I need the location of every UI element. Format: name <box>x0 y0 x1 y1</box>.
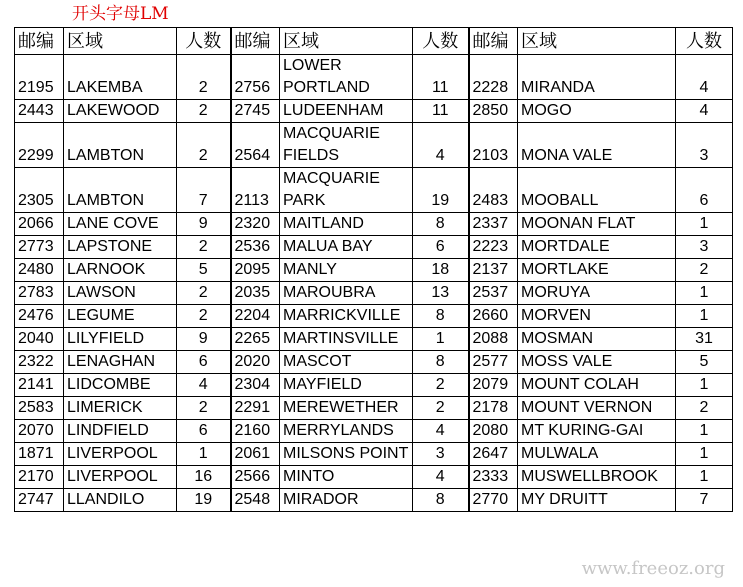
cell-code: 2305 <box>15 168 64 213</box>
cell-area: MEREWETHER <box>280 397 413 420</box>
header-count: 人数 <box>177 28 231 55</box>
cell-area: MILSONS POINT <box>280 443 413 466</box>
cell-count: 4 <box>413 420 469 443</box>
cell-count: 1 <box>676 305 733 328</box>
cell-code: 2850 <box>469 100 518 123</box>
cell-area: MT KURING-GAI <box>518 420 676 443</box>
header-code: 邮编 <box>231 28 280 55</box>
cell-area: MIRANDA <box>518 55 676 100</box>
cell-area: MARTINSVILLE <box>280 328 413 351</box>
cell-code: 2103 <box>469 123 518 168</box>
cell-code: 2113 <box>231 168 280 213</box>
cell-code: 2443 <box>15 100 64 123</box>
cell-count: 3 <box>676 123 733 168</box>
cell-count: 8 <box>413 305 469 328</box>
cell-area: MORVEN <box>518 305 676 328</box>
cell-area: MOUNT VERNON <box>518 397 676 420</box>
cell-area: LAKEMBA <box>64 55 177 100</box>
cell-count: 16 <box>177 466 231 489</box>
cell-count: 1 <box>177 443 231 466</box>
cell-count: 1 <box>413 328 469 351</box>
cell-count: 11 <box>413 55 469 100</box>
cell-area: MAYFIELD <box>280 374 413 397</box>
cell-code: 2204 <box>231 305 280 328</box>
cell-code: 2647 <box>469 443 518 466</box>
cell-count: 2 <box>177 236 231 259</box>
cell-code: 2095 <box>231 259 280 282</box>
cell-count: 6 <box>413 236 469 259</box>
cell-code: 2299 <box>15 123 64 168</box>
header-row <box>15 28 733 55</box>
cell-count: 2 <box>177 123 231 168</box>
cell-code: 2770 <box>469 489 518 512</box>
cell-code: 2773 <box>15 236 64 259</box>
table-row <box>15 397 733 420</box>
cell-area: LILYFIELD <box>64 328 177 351</box>
cell-area: MORTDALE <box>518 236 676 259</box>
cell-area: LAWSON <box>64 282 177 305</box>
cell-code: 2291 <box>231 397 280 420</box>
cell-code: 2061 <box>231 443 280 466</box>
cell-code: 1871 <box>15 443 64 466</box>
cell-code: 2195 <box>15 55 64 100</box>
header-code: 邮编 <box>469 28 518 55</box>
cell-count: 4 <box>676 55 733 100</box>
table-row <box>15 236 733 259</box>
header-area: 区域 <box>518 28 676 55</box>
table-row <box>15 466 733 489</box>
header-code: 邮编 <box>15 28 64 55</box>
cell-area: LOWER PORTLAND <box>280 55 413 100</box>
cell-count: 1 <box>676 282 733 305</box>
cell-count: 2 <box>177 397 231 420</box>
cell-area: MACQUARIE FIELDS <box>280 123 413 168</box>
cell-area: LUDEENHAM <box>280 100 413 123</box>
cell-area: MINTO <box>280 466 413 489</box>
cell-count: 1 <box>676 443 733 466</box>
cell-count: 1 <box>676 213 733 236</box>
cell-code: 2320 <box>231 213 280 236</box>
cell-area: LIVERPOOL <box>64 443 177 466</box>
cell-code: 2322 <box>15 351 64 374</box>
cell-code: 2178 <box>469 397 518 420</box>
cell-area: MOGO <box>518 100 676 123</box>
cell-code: 2337 <box>469 213 518 236</box>
cell-count: 2 <box>413 397 469 420</box>
cell-area: MANLY <box>280 259 413 282</box>
cell-area: LLANDILO <box>64 489 177 512</box>
cell-count: 1 <box>676 420 733 443</box>
cell-area: MALUA BAY <box>280 236 413 259</box>
cell-count: 2 <box>177 305 231 328</box>
cell-count: 8 <box>413 489 469 512</box>
cell-count: 2 <box>413 374 469 397</box>
cell-code: 2537 <box>469 282 518 305</box>
cell-count: 19 <box>413 168 469 213</box>
cell-code: 2035 <box>231 282 280 305</box>
cell-code: 2020 <box>231 351 280 374</box>
cell-count: 2 <box>177 55 231 100</box>
cell-code: 2583 <box>15 397 64 420</box>
cell-code: 2170 <box>15 466 64 489</box>
cell-count: 4 <box>413 466 469 489</box>
header-count: 人数 <box>676 28 733 55</box>
cell-code: 2566 <box>231 466 280 489</box>
cell-count: 3 <box>413 443 469 466</box>
cell-count: 5 <box>177 259 231 282</box>
table-row <box>15 282 733 305</box>
cell-code: 2265 <box>231 328 280 351</box>
cell-count: 6 <box>177 420 231 443</box>
cell-code: 2747 <box>15 489 64 512</box>
cell-area: MAITLAND <box>280 213 413 236</box>
cell-code: 2536 <box>231 236 280 259</box>
cell-count: 2 <box>676 397 733 420</box>
cell-code: 2783 <box>15 282 64 305</box>
cell-code: 2480 <box>15 259 64 282</box>
cell-count: 18 <box>413 259 469 282</box>
cell-area: LAPSTONE <box>64 236 177 259</box>
table-row <box>15 351 733 374</box>
cell-code: 2080 <box>469 420 518 443</box>
cell-area: MY DRUITT <box>518 489 676 512</box>
table-heading: 开头字母LM <box>72 4 169 24</box>
cell-area: MERRYLANDS <box>280 420 413 443</box>
cell-count: 11 <box>413 100 469 123</box>
cell-code: 2160 <box>231 420 280 443</box>
cell-code: 2137 <box>469 259 518 282</box>
cell-area: MUSWELLBROOK <box>518 466 676 489</box>
cell-code: 2476 <box>15 305 64 328</box>
cell-code: 2577 <box>469 351 518 374</box>
cell-count: 9 <box>177 213 231 236</box>
header-area: 区域 <box>280 28 413 55</box>
cell-code: 2223 <box>469 236 518 259</box>
cell-count: 7 <box>177 168 231 213</box>
cell-count: 6 <box>676 168 733 213</box>
cell-count: 19 <box>177 489 231 512</box>
cell-count: 13 <box>413 282 469 305</box>
cell-area: LINDFIELD <box>64 420 177 443</box>
cell-area: MOSS VALE <box>518 351 676 374</box>
cell-area: LANE COVE <box>64 213 177 236</box>
table-row <box>15 213 733 236</box>
cell-count: 7 <box>676 489 733 512</box>
cell-count: 2 <box>177 100 231 123</box>
cell-area: MIRADOR <box>280 489 413 512</box>
cell-area: MOSMAN <box>518 328 676 351</box>
cell-area: MONA VALE <box>518 123 676 168</box>
table-row <box>15 489 733 512</box>
cell-code: 2040 <box>15 328 64 351</box>
cell-code: 2564 <box>231 123 280 168</box>
header-area: 区域 <box>64 28 177 55</box>
cell-count: 4 <box>177 374 231 397</box>
cell-count: 1 <box>676 374 733 397</box>
cell-area: LIDCOMBE <box>64 374 177 397</box>
cell-code: 2228 <box>469 55 518 100</box>
cell-code: 2660 <box>469 305 518 328</box>
cell-area: MULWALA <box>518 443 676 466</box>
table-row <box>15 168 733 213</box>
table-row <box>15 259 733 282</box>
table-row <box>15 420 733 443</box>
cell-area: MORUYA <box>518 282 676 305</box>
cell-code: 2088 <box>469 328 518 351</box>
table-row <box>15 100 733 123</box>
cell-area: MARRICKVILLE <box>280 305 413 328</box>
cell-area: MOONAN FLAT <box>518 213 676 236</box>
cell-area: LARNOOK <box>64 259 177 282</box>
cell-count: 2 <box>177 282 231 305</box>
table-row <box>15 123 733 168</box>
cell-code: 2066 <box>15 213 64 236</box>
cell-area: MACQUARIE PARK <box>280 168 413 213</box>
cell-count: 8 <box>413 213 469 236</box>
table-row <box>15 55 733 100</box>
cell-count: 4 <box>413 123 469 168</box>
cell-count: 8 <box>413 351 469 374</box>
table-body <box>15 55 733 512</box>
cell-area: LAMBTON <box>64 123 177 168</box>
cell-code: 2333 <box>469 466 518 489</box>
cell-count: 31 <box>676 328 733 351</box>
header-count: 人数 <box>413 28 469 55</box>
cell-count: 3 <box>676 236 733 259</box>
table-row <box>15 374 733 397</box>
watermark: www.freeoz.org <box>581 558 725 579</box>
table-row <box>15 328 733 351</box>
table-row <box>15 305 733 328</box>
cell-count: 6 <box>177 351 231 374</box>
cell-area: LIMERICK <box>64 397 177 420</box>
cell-area: MOOBALL <box>518 168 676 213</box>
cell-count: 5 <box>676 351 733 374</box>
cell-code: 2304 <box>231 374 280 397</box>
cell-code: 2141 <box>15 374 64 397</box>
cell-area: LENAGHAN <box>64 351 177 374</box>
cell-code: 2548 <box>231 489 280 512</box>
cell-area: MOUNT COLAH <box>518 374 676 397</box>
cell-area: MAROUBRA <box>280 282 413 305</box>
cell-count: 2 <box>676 259 733 282</box>
cell-code: 2756 <box>231 55 280 100</box>
cell-area: LAKEWOOD <box>64 100 177 123</box>
cell-code: 2745 <box>231 100 280 123</box>
cell-count: 4 <box>676 100 733 123</box>
cell-code: 2079 <box>469 374 518 397</box>
postcode-table <box>14 27 733 512</box>
cell-code: 2483 <box>469 168 518 213</box>
cell-area: MASCOT <box>280 351 413 374</box>
cell-code: 2070 <box>15 420 64 443</box>
cell-area: LAMBTON <box>64 168 177 213</box>
cell-area: MORTLAKE <box>518 259 676 282</box>
cell-area: LEGUME <box>64 305 177 328</box>
cell-area: LIVERPOOL <box>64 466 177 489</box>
table-row <box>15 443 733 466</box>
cell-count: 9 <box>177 328 231 351</box>
cell-count: 1 <box>676 466 733 489</box>
